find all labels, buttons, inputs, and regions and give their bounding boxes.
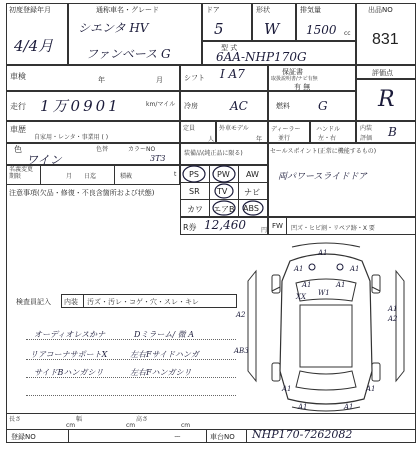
equip-tv: TV [217, 187, 228, 196]
equip-pw: PW [217, 170, 230, 179]
auction-sheet [6, 3, 416, 443]
mark-bumper-left: A1 [298, 403, 308, 411]
door-value: 5 [214, 20, 224, 38]
model-line1: シエンタ HV [78, 21, 149, 35]
inspector-label: 検査員記入 [16, 298, 51, 306]
footer-top-line [6, 413, 416, 414]
chassis-label: 車台NO [210, 433, 235, 441]
shape-label: 形状 [256, 6, 270, 14]
fuel-value: G [318, 99, 328, 113]
door-label: ドア [206, 6, 220, 14]
color-original-label: 色替 [96, 146, 109, 153]
inspector-interior: 内装 [64, 298, 78, 306]
warranty-label: 保証書 [282, 68, 303, 76]
fuel-label: 燃料 [276, 102, 290, 110]
comment-3: サイドBハンガシリ [34, 368, 104, 377]
mileage-label: 走行 [10, 102, 26, 111]
mark-left-door: A2 [236, 311, 246, 319]
comment-1: オーディオレスかナ [34, 330, 106, 339]
color-no-label: カラーNO [128, 146, 156, 153]
equip-ps: PS [189, 170, 199, 179]
warranty-value: 有 無 [294, 83, 311, 91]
mark-hood-right: A1 [336, 281, 346, 289]
shape-value: W [264, 20, 280, 38]
displacement-label: 排気量 [300, 6, 321, 14]
length-unit: cm [66, 422, 76, 429]
mark-rear-left: A1 [282, 385, 292, 393]
displacement-unit: cc [344, 30, 351, 37]
recycle-value: 12,460 [204, 218, 246, 232]
handle-label: ハンドル [316, 126, 341, 133]
recycle-unit: 円 [261, 227, 268, 234]
inspection-year-label: 年 [98, 76, 105, 84]
model-line2: ファンベース G [86, 47, 171, 61]
type-value: 6AA-NHP170G [216, 50, 307, 64]
displacement-value: 1500 [306, 23, 337, 37]
car-damage-diagram [234, 241, 414, 415]
mark-front: A1 [318, 249, 328, 257]
equip-aw: AW [246, 170, 259, 179]
inspector-options: 汚ズ・汚レ・コゲ・穴・スレ・キレ [87, 298, 199, 306]
foreign-model-label: 外車モデル [219, 125, 249, 132]
lot-label: 出品NO [368, 6, 393, 14]
mark-right-upper: A1 [388, 305, 398, 313]
equip-sr: SR [189, 187, 200, 196]
mileage-value: 1万0901 [40, 97, 121, 115]
equip-abs: ABS [243, 204, 259, 213]
comment-5: 左右Fサイドハンガ [130, 350, 199, 359]
mark-right-door: A2 [388, 315, 398, 323]
height-unit: cm [181, 422, 191, 429]
dealer-label: ディーラー [271, 126, 301, 133]
history-label: 車歴 [10, 125, 26, 134]
fw-label: FW [272, 222, 283, 230]
loading-label: 積載 [120, 173, 133, 180]
shift-value: I A7 [220, 67, 245, 81]
name-change-day: 日迄 [84, 173, 97, 180]
height-label: 高さ [136, 416, 149, 423]
equip-navi: ナビ [244, 188, 260, 197]
length-label: 長さ [9, 416, 22, 423]
mark-windshield-x: XX [296, 293, 306, 301]
mark-front-left: A1 [294, 265, 304, 273]
lot-value: 831 [372, 31, 399, 48]
guide-line [26, 395, 236, 396]
reg-dash: ー [174, 433, 181, 441]
inspection-box [6, 65, 180, 91]
loading-unit: t [174, 171, 177, 178]
recycle-label: R券 [183, 223, 197, 232]
guide-line [26, 359, 236, 360]
score-label: 評価点 [372, 69, 393, 77]
type-label: 型 式 [221, 44, 238, 52]
first-reg-label: 初度登録年月 [9, 6, 51, 14]
divider [286, 217, 287, 235]
mark-bumper-right: A1 [344, 403, 354, 411]
color-no-value: 3T3 [150, 154, 166, 163]
comment-6: 左右Fハンガシリ [130, 368, 192, 377]
comment-4: Dミラーム/ 微 A [134, 330, 194, 339]
fw-options: 凹ズ・ヒビ割・リペア跡・X 要 [291, 225, 375, 232]
shift-label: シフト [184, 74, 205, 82]
mark-hood-left: A1 [302, 281, 312, 289]
color-value: ワイン [26, 153, 62, 167]
first-reg-value: 4/4月 [14, 37, 54, 55]
score-value: R [378, 87, 395, 112]
equip-airbag: エアB [213, 205, 235, 214]
mark-front-right: A1 [350, 265, 360, 273]
divider [83, 294, 84, 308]
mark-left-rear: AB3 [234, 347, 249, 355]
name-change-label: 名義変更期限 [9, 166, 34, 180]
history-options: 自家用・レンタ・事業用 ( ) [34, 134, 109, 141]
color-label: 色 [14, 145, 22, 154]
mark-rear-right: A1 [366, 385, 376, 393]
interior-label: 内装 [360, 125, 373, 132]
capacity-unit: 人 [208, 136, 215, 143]
warranty-sub: 取扱説明書/ナビ有無 [271, 76, 318, 82]
divider [40, 165, 41, 185]
divider [246, 429, 247, 443]
interior-value: B [388, 125, 397, 139]
foreign-model-year: 年 [256, 136, 263, 143]
chassis-value: NHP170-7262082 [252, 428, 353, 441]
guide-line [26, 377, 236, 378]
equip-leather: カワ [187, 205, 203, 214]
handle-value: 左・右 [318, 135, 337, 142]
inspection-month-label: 月 [156, 76, 163, 84]
divider [68, 429, 69, 443]
interior-sub: 評価 [360, 135, 373, 142]
mark-windshield: W1 [318, 289, 330, 297]
model-label: 通称車名・グレード [96, 6, 159, 14]
divider [206, 429, 207, 443]
dealer-value: 並行 [278, 135, 291, 142]
selling-point-label: セールスポイント(正常に機能するもの) [270, 148, 377, 155]
inspection-label: 車検 [10, 72, 26, 81]
comment-2: リアコーナサポートX [30, 350, 108, 359]
divider [114, 165, 115, 185]
width-unit: cm [126, 422, 136, 429]
mileage-unit: km/マイル [146, 101, 176, 108]
equipment-circle-marks [180, 165, 268, 217]
reg-label: 登録NO [11, 433, 36, 441]
caution-label: 注意事項(欠品・修復・不良含箇所および状態) [9, 189, 155, 197]
guide-line [26, 339, 236, 340]
name-change-month: 月 [66, 173, 73, 180]
width-label: 幅 [76, 416, 83, 423]
equipment-label: 装備品(純正品に限る) [184, 150, 243, 157]
ac-label: 冷房 [184, 102, 198, 110]
capacity-label: 定員 [183, 125, 196, 132]
selling-point-value: 両パワースライドドア [278, 172, 368, 182]
ac-value: AC [230, 99, 248, 113]
